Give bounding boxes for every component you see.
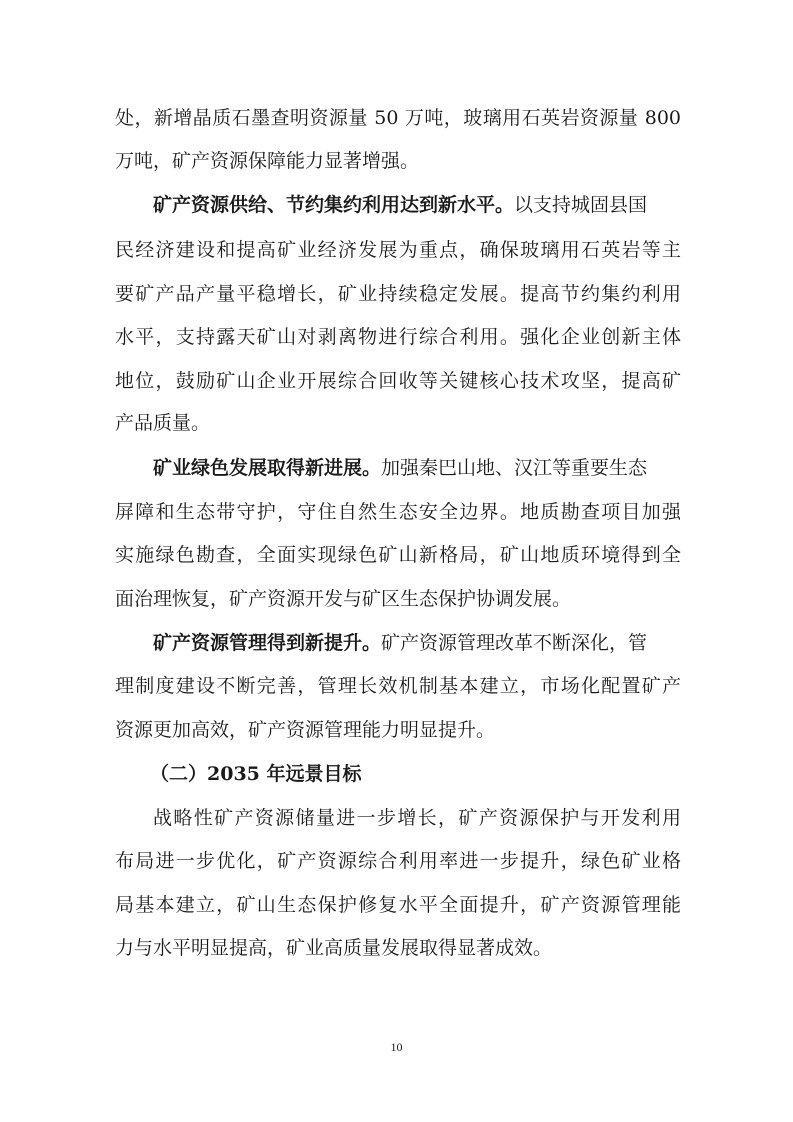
paragraph-3-line-2: 屏障和生态带守护，守住自然生态安全边界。地质勘查项目加强 <box>115 501 681 523</box>
paragraph-5-line-4: 力与水平明显提高，矿业高质量发展取得显著成效。 <box>115 937 553 959</box>
paragraph-4-line-1-rest: 矿产资源管理改革不断深化，管 <box>381 632 648 654</box>
paragraph-2-line-2: 民经济建设和提高矿业经济发展为重点，确保玻璃用石英岩等主 <box>115 239 681 261</box>
paragraph-5-line-2: 布局进一步优化，矿产资源综合利用率进一步提升，绿色矿业格 <box>115 850 681 872</box>
paragraph-4-line-1 <box>153 631 681 655</box>
paragraph-2-line-3: 要矿产品产量平稳增长，矿业持续稳定发展。提高节约集约利用 <box>115 283 681 305</box>
paragraph-5-line-3: 局基本建立，矿山生态保护修复水平全面提升，矿产资源管理能 <box>115 894 681 916</box>
paragraph-3-lead: 矿业绿色发展取得新进展。 <box>153 457 382 479</box>
paragraph-1-line-2: 万吨，矿产资源保障能力显著增强。 <box>115 150 420 172</box>
paragraph-3-line-3: 实施绿色勘查，全面实现绿色矿山新格局，矿山地质环境得到全 <box>115 544 681 566</box>
paragraph-2-lead: 矿产资源供给、节约集约利用达到新水平。 <box>153 194 515 216</box>
paragraph-1-line-1: 处，新增晶质石墨查明资源量 50 万吨，玻璃用石英岩资源量 800 <box>115 107 681 129</box>
paragraph-3-line-4: 面治理恢复，矿产资源开发与矿区生态保护协调发展。 <box>115 588 572 610</box>
paragraph-3-line-1 <box>153 456 681 480</box>
paragraph-2-line-1 <box>153 193 681 217</box>
paragraph-4-line-3: 资源更加高效，矿产资源管理能力明显提升。 <box>115 719 496 741</box>
paragraph-2-line-4: 水平，支持露天矿山对剥离物进行综合利用。强化企业创新主体 <box>115 326 681 348</box>
paragraph-3-line-1-rest: 加强秦巴山地、汉江等重要生态 <box>381 457 648 479</box>
paragraph-2-line-5: 地位，鼓励矿山企业开展综合回收等关键核心技术攻坚，提高矿 <box>115 370 681 392</box>
section-heading: （二）2035 年远景目标 <box>150 763 362 785</box>
paragraph-4-line-2: 理制度建设不断完善，管理长效机制基本建立，市场化配置矿产 <box>115 675 681 697</box>
page-number: 10 <box>390 1040 403 1054</box>
paragraph-4-lead: 矿产资源管理得到新提升。 <box>153 632 382 654</box>
paragraph-2-line-1-rest: 以支持城固县国 <box>514 194 648 216</box>
paragraph-5-line-1: 战略性矿产资源储量进一步增长，矿产资源保护与开发利用 <box>153 807 681 829</box>
paragraph-2-line-6: 产品质量。 <box>115 412 211 434</box>
